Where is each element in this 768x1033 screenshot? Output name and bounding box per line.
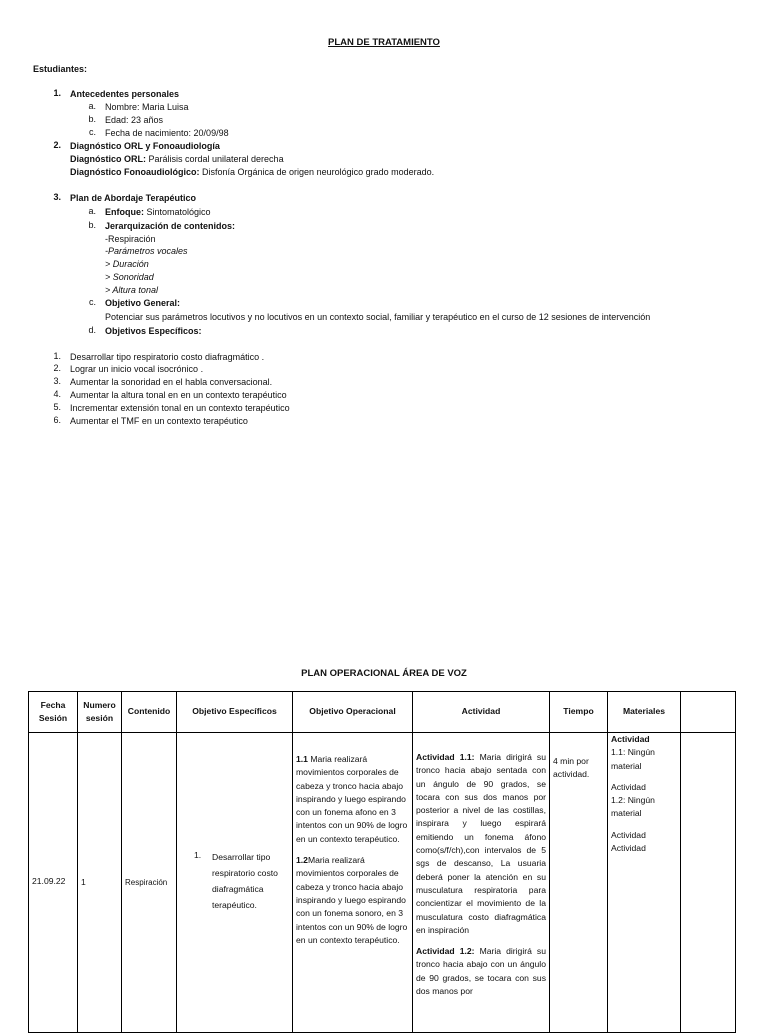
activity-1-1-label: Actividad 1.1: <box>416 752 475 762</box>
objective-number: 4. <box>53 389 61 399</box>
document-title: PLAN DE TRATAMIENTO <box>328 37 440 48</box>
operational-objective-1-2 <box>296 854 409 947</box>
item-letter: b. <box>88 220 96 230</box>
name-item: Nombre: Maria Luisa <box>105 102 189 112</box>
objective-item: Lograr un inicio vocal isocrónico . <box>70 364 204 374</box>
objective-item: Incrementar extensión tonal en un contexto terapéutico <box>70 403 290 413</box>
diagnosis-fono-text: Disfonía Orgánica de origen neurológico grado moderado. <box>199 167 435 177</box>
hierarchy-label: Jerarquización de contenidos: <box>105 221 236 231</box>
activity-1-1 <box>416 751 546 937</box>
table-header-row <box>29 692 736 733</box>
section-2-number: 2. <box>53 140 61 150</box>
objective-number: 6. <box>53 415 61 425</box>
hierarchy-line: > Duración <box>105 259 149 269</box>
header-tiempo: Tiempo <box>550 692 608 733</box>
materials-item: Actividad <box>611 781 646 792</box>
general-objective-label: Objetivo General: <box>105 298 181 308</box>
approach-text: Sintomatológico <box>144 207 211 217</box>
materials-item: 1.2: Ningún material <box>611 795 655 819</box>
objective-cell-number: 1. <box>194 849 202 860</box>
header-fecha: Fecha Sesión <box>29 692 78 733</box>
specific-objectives-label: Objetivos Específicos: <box>105 326 202 336</box>
item-letter: c. <box>88 127 96 137</box>
activity-1-2-label: Actividad 1.2: <box>416 946 475 957</box>
hierarchy-line: -Parámetros vocales <box>105 246 188 256</box>
approach-item <box>105 206 211 218</box>
item-letter: a. <box>88 101 96 111</box>
cell-objetivo <box>177 733 293 1033</box>
item-letter: c. <box>88 297 96 307</box>
header-objetivo-operacional: Objetivo Operacional <box>293 692 413 733</box>
diagnosis-fono-label: Diagnóstico Fonoaudiológico: <box>70 167 200 177</box>
diagnosis-orl <box>70 153 284 165</box>
activity-1-1-text: Maria dirigirá su tronco hacia abajo sentada con un ángulo de 90 grados, se tocara con sus dos manos por posterior a nivel de las costillas, inspirara y luego espirará emitiendo un fonema áfono como(s/f/ch),con intervalos de 5 sgs de descanso, La usuaria deberá poner la atención en su musculatura respiratoria para concientizar el movimiento de la musculatura costo diafragmática en inspiración <box>416 752 546 935</box>
header-materiales: Materiales <box>608 692 681 733</box>
cell-empty <box>681 733 736 1033</box>
hierarchy-line: > Sonoridad <box>105 272 154 282</box>
objective-number: 3. <box>53 376 61 386</box>
section-1-number: 1. <box>53 88 61 98</box>
objective-number: 1. <box>53 351 61 361</box>
cell-fecha: 21.09.22 <box>29 733 78 1033</box>
table-row <box>29 733 736 1033</box>
op-1-2-text: Maria realizará movimientos corporales de cabeza y tronco hacia abajo inspirando y luego espirando con un fonema sonoro, en 3 intentos con un 90% de logro en un contexto terapéutico. <box>296 855 408 945</box>
diagnosis-orl-text: Parálisis cordal unilateral derecha <box>146 154 284 164</box>
header-contenido: Contenido <box>122 692 177 733</box>
header-empty <box>681 692 736 733</box>
diagnosis-orl-label: Diagnóstico ORL: <box>70 154 146 164</box>
objective-item: Desarrollar tipo respiratorio costo diafragmático . <box>70 352 265 362</box>
cell-contenido: Respiración <box>122 733 177 1033</box>
section-1-title: Antecedentes personales <box>70 89 180 99</box>
objective-number: 5. <box>53 402 61 412</box>
item-letter: b. <box>88 114 96 124</box>
objective-number: 2. <box>53 363 61 373</box>
hierarchy-line: -Respiración <box>105 234 156 244</box>
header-actividad: Actividad <box>413 692 550 733</box>
diagnosis-fono <box>70 166 434 178</box>
op-1-2-label: 1.2 <box>296 855 308 866</box>
objective-item: Aumentar la altura tonal en en un contexto terapéutico <box>70 390 287 400</box>
header-numero: Numero sesión <box>78 692 122 733</box>
op-1-1-label: 1.1 <box>296 754 308 764</box>
materials-item: Actividad <box>611 843 646 854</box>
cell-objetivo-operacional <box>293 733 413 1033</box>
section-3-number: 3. <box>53 192 61 202</box>
cell-numero: 1 <box>78 733 122 1033</box>
operational-objective-1-1 <box>296 753 409 846</box>
materials-item: 1.1: Ningún material <box>611 747 655 771</box>
materials-item: Actividad <box>611 829 646 840</box>
age-item: Edad: 23 años <box>105 115 164 125</box>
activity-1-2 <box>416 945 546 998</box>
objective-item: Aumentar la sonoridad en el habla conversacional. <box>70 377 273 387</box>
section-2-title: Diagnóstico ORL y Fonoaudiología <box>70 141 220 151</box>
approach-label: Enfoque: <box>105 207 144 217</box>
table-title: PLAN OPERACIONAL ÁREA DE VOZ <box>301 668 467 679</box>
op-1-1-text: Maria realizará movimientos corporales de cabeza y tronco hacia abajo inspirando y luego espirando con un fonema afono en 3 intentos con un 90% de logro en un contexto terapéutico. <box>296 754 408 844</box>
birthdate-item: Fecha de nacimiento: 20/09/98 <box>105 128 229 138</box>
objective-item: Aumentar el TMF en un contexto terapéutico <box>70 416 248 426</box>
materials-heading: Actividad <box>611 734 650 744</box>
activity-1-2-text: Maria dirigirá su tronco hacia abajo con un ángulo de 90 grados, se tocara con sus dos manos por <box>416 946 546 997</box>
item-letter: d. <box>88 325 96 335</box>
general-objective-text: Potenciar sus parámetros locutivos y no locutivos en un contexto social, familiar y terapéutico en el curso de 12 sesiones de intervención <box>105 312 651 322</box>
item-letter: a. <box>88 206 96 216</box>
cell-tiempo: 4 min por actividad. <box>550 733 608 1033</box>
section-3-title: Plan de Abordaje Terapéutico <box>70 193 197 203</box>
cell-materiales <box>608 733 681 1033</box>
hierarchy-line: > Altura tonal <box>105 285 158 295</box>
cell-actividad <box>413 733 550 1033</box>
operational-plan-table <box>28 691 736 1033</box>
objective-cell-text: Desarrollar tipo respiratorio costo diafragmática terapéutico. <box>212 851 278 910</box>
students-label: Estudiantes: <box>33 64 88 74</box>
header-objetivo-especificos: Objetivo Específicos <box>177 692 293 733</box>
